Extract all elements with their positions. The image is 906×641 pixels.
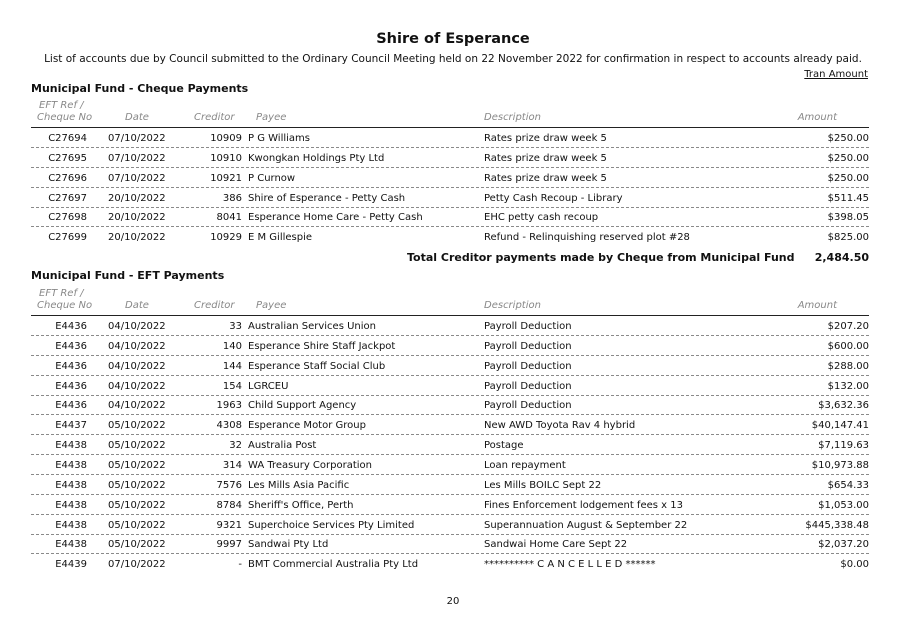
table-row [31, 188, 869, 208]
page-subtitle: List of accounts due by Council submitted to the Ordinary Council Meeting held on 22 November 2022 for confirmation in respect to accounts already paid. [44, 53, 862, 65]
cell-date: 05/10/2022 [108, 499, 166, 511]
col-amount-label: Amount [797, 112, 837, 123]
cell-date: 07/10/2022 [108, 172, 166, 184]
cell-ref: E4436 [55, 321, 87, 332]
cell-payee: P G Williams [248, 133, 310, 144]
table-row [31, 227, 869, 246]
table-row [31, 534, 869, 554]
table-row [31, 475, 869, 495]
table-row [31, 415, 869, 435]
cell-description: Payroll Deduction [484, 380, 572, 392]
cell-creditor: 7576 [216, 479, 242, 491]
col-date-label: Date [125, 300, 149, 311]
page-number: 20 [446, 596, 460, 607]
cell-payee: Sandwai Pty Ltd [248, 539, 329, 551]
cell-date: 05/10/2022 [108, 479, 166, 491]
cell-ref: C27695 [48, 152, 87, 164]
cell-creditor: 386 [222, 192, 242, 204]
cell-amount: $132.00 [827, 380, 869, 392]
cell-description: Fines Enforcement lodgement fees x 13 [484, 499, 683, 511]
cell-payee: Esperance Motor Group [248, 420, 366, 432]
cell-payee: Shire of Esperance - Petty Cash [248, 192, 406, 204]
cheque-section-title: Municipal Fund - Cheque Payments [31, 82, 249, 95]
cell-description: Petty Cash Recoup - Library [484, 192, 623, 204]
cell-payee: Australian Services Union [248, 321, 376, 332]
cell-ref: E4438 [55, 539, 87, 551]
cell-date: 05/10/2022 [108, 440, 166, 452]
cell-creditor: 32 [229, 440, 242, 452]
cell-description: Superannuation August & September 22 [484, 519, 688, 531]
table-row [31, 168, 869, 188]
cell-amount: $1,053.00 [818, 499, 869, 511]
cell-ref: C27696 [48, 172, 87, 184]
cell-description: Payroll Deduction [484, 321, 572, 332]
cell-creditor: 10909 [210, 133, 242, 144]
cell-ref: C27694 [48, 133, 87, 144]
cell-amount: $445,338.48 [805, 519, 869, 531]
cell-payee: Australia Post [248, 440, 317, 452]
cell-payee: Les Mills Asia Pacific [248, 479, 350, 491]
cell-amount: $7,119.63 [818, 440, 869, 452]
cell-amount: $250.00 [827, 152, 869, 164]
col-no-label: Cheque No [37, 112, 93, 123]
cell-payee: Superchoice Services Pty Limited [248, 519, 415, 531]
cell-ref: E4436 [55, 340, 87, 352]
cell-ref: E4436 [55, 380, 87, 392]
table-row [31, 495, 869, 515]
cell-date: 07/10/2022 [108, 152, 166, 164]
cell-ref: C27697 [48, 192, 87, 204]
cell-payee: Sheriff's Office, Perth [248, 499, 354, 511]
cell-payee: Child Support Agency [248, 400, 357, 412]
cheque-total-label: Total Creditor payments made by Cheque from Municipal Fund [407, 251, 795, 264]
cell-ref: E4438 [55, 499, 87, 511]
cheque-table-header [31, 100, 869, 128]
table-row [31, 207, 869, 227]
table-row [31, 316, 869, 336]
cheque-total-value: 2,484.50 [814, 251, 869, 264]
cell-amount: $2,037.20 [818, 539, 869, 551]
cell-payee: Esperance Home Care - Petty Cash [248, 212, 423, 224]
cell-date: 07/10/2022 [108, 133, 166, 144]
cell-payee: Esperance Shire Staff Jackpot [248, 340, 396, 352]
cell-date: 07/10/2022 [108, 559, 166, 571]
col-payee-label: Payee [256, 112, 287, 123]
cell-description: Refund - Relinquishing reserved plot #28 [484, 232, 690, 244]
cell-amount: $825.00 [827, 232, 869, 244]
cell-amount: $654.33 [827, 479, 869, 491]
cell-ref: E4439 [55, 559, 87, 571]
cell-amount: $250.00 [827, 172, 869, 184]
cell-payee: Esperance Staff Social Club [248, 360, 386, 372]
cell-description: Postage [484, 440, 524, 452]
cell-payee: BMT Commercial Australia Pty Ltd [248, 559, 419, 571]
cell-creditor: 4308 [216, 420, 242, 432]
table-row [31, 395, 869, 415]
cell-creditor: - [238, 559, 242, 571]
cell-payee: WA Treasury Corporation [248, 459, 372, 471]
col-description-label: Description [484, 112, 541, 123]
table-row [31, 455, 869, 475]
cell-description: ********** C A N C E L L E D ****** [484, 559, 656, 571]
col-date-label: Date [125, 112, 149, 123]
cell-ref: E4438 [55, 479, 87, 491]
cell-creditor: 8784 [216, 499, 242, 511]
table-row [31, 336, 869, 356]
table-row [31, 435, 869, 455]
cell-creditor: 140 [222, 340, 242, 352]
table-row [31, 148, 869, 168]
eft-table-header [31, 288, 869, 316]
cell-description: Loan repayment [484, 459, 566, 471]
table-row [31, 356, 869, 376]
col-ref-label: EFT Ref / [39, 100, 84, 111]
cell-date: 05/10/2022 [108, 459, 166, 471]
cell-amount: $511.45 [827, 192, 869, 204]
cell-amount: $10,973.88 [811, 459, 869, 471]
cell-amount: $40,147.41 [811, 420, 869, 432]
cell-creditor: 8041 [216, 212, 242, 224]
cell-date: 05/10/2022 [108, 420, 166, 432]
col-creditor-label: Creditor [194, 300, 235, 311]
table-row [31, 554, 869, 573]
col-ref-label: EFT Ref / [39, 288, 84, 299]
cell-ref: E4437 [55, 420, 87, 432]
cell-description: Payroll Deduction [484, 400, 572, 412]
cell-date: 20/10/2022 [108, 232, 166, 244]
cell-amount: $288.00 [827, 360, 869, 372]
cell-amount: $0.00 [840, 559, 869, 571]
cell-creditor: 9321 [216, 519, 242, 531]
cell-description: Rates prize draw week 5 [484, 152, 607, 164]
cell-ref: E4438 [55, 459, 87, 471]
cell-description: Sandwai Home Care Sept 22 [484, 539, 628, 551]
cell-payee: LGRCEU [248, 380, 289, 392]
cell-date: 05/10/2022 [108, 519, 166, 531]
cell-amount: $250.00 [827, 133, 869, 144]
cell-description: Les Mills BOILC Sept 22 [484, 479, 602, 491]
cell-ref: C27698 [48, 212, 87, 224]
col-amount-label: Amount [797, 300, 837, 311]
cell-date: 04/10/2022 [108, 380, 166, 392]
cell-creditor: 9997 [216, 539, 242, 551]
page-title: Shire of Esperance [376, 31, 530, 47]
cell-date: 04/10/2022 [108, 360, 166, 372]
cell-date: 04/10/2022 [108, 321, 166, 332]
eft-section-title: Municipal Fund - EFT Payments [31, 269, 225, 282]
cell-payee: P Curnow [248, 172, 296, 184]
cell-payee: Kwongkan Holdings Pty Ltd [248, 152, 385, 164]
cell-date: 20/10/2022 [108, 192, 166, 204]
cell-creditor: 154 [222, 380, 242, 392]
cell-description: EHC petty cash recoup [484, 212, 599, 224]
cell-date: 20/10/2022 [108, 212, 166, 224]
cell-description: Rates prize draw week 5 [484, 172, 607, 184]
cell-ref: E4436 [55, 400, 87, 412]
cell-description: Rates prize draw week 5 [484, 133, 607, 144]
cell-ref: E4436 [55, 360, 87, 372]
cell-date: 04/10/2022 [108, 400, 166, 412]
cell-creditor: 10910 [210, 152, 242, 164]
tran-amount-link[interactable]: Tran Amount [804, 69, 868, 80]
cell-date: 04/10/2022 [108, 340, 166, 352]
cell-creditor: 1963 [216, 400, 242, 412]
col-creditor-label: Creditor [194, 112, 235, 123]
cell-ref: C27699 [48, 232, 87, 244]
cell-ref: E4438 [55, 440, 87, 452]
table-row [31, 128, 869, 148]
table-row [31, 376, 869, 396]
cell-description: Payroll Deduction [484, 360, 572, 372]
cell-creditor: 314 [222, 459, 242, 471]
cell-amount: $3,632.36 [818, 400, 869, 412]
col-payee-label: Payee [256, 300, 287, 311]
cell-amount: $600.00 [827, 340, 869, 352]
cell-creditor: 33 [229, 321, 242, 332]
cell-date: 05/10/2022 [108, 539, 166, 551]
col-description-label: Description [484, 300, 541, 311]
cell-creditor: 144 [222, 360, 242, 372]
cell-ref: E4438 [55, 519, 87, 531]
cell-amount: $207.20 [827, 321, 869, 332]
cell-description: Payroll Deduction [484, 340, 572, 352]
col-no-label: Cheque No [37, 300, 93, 311]
cell-creditor: 10929 [210, 232, 242, 244]
cell-creditor: 10921 [210, 172, 242, 184]
cell-payee: E M Gillespie [248, 232, 313, 244]
cell-amount: $398.05 [827, 212, 869, 224]
table-row [31, 515, 869, 535]
cell-description: New AWD Toyota Rav 4 hybrid [484, 420, 636, 432]
